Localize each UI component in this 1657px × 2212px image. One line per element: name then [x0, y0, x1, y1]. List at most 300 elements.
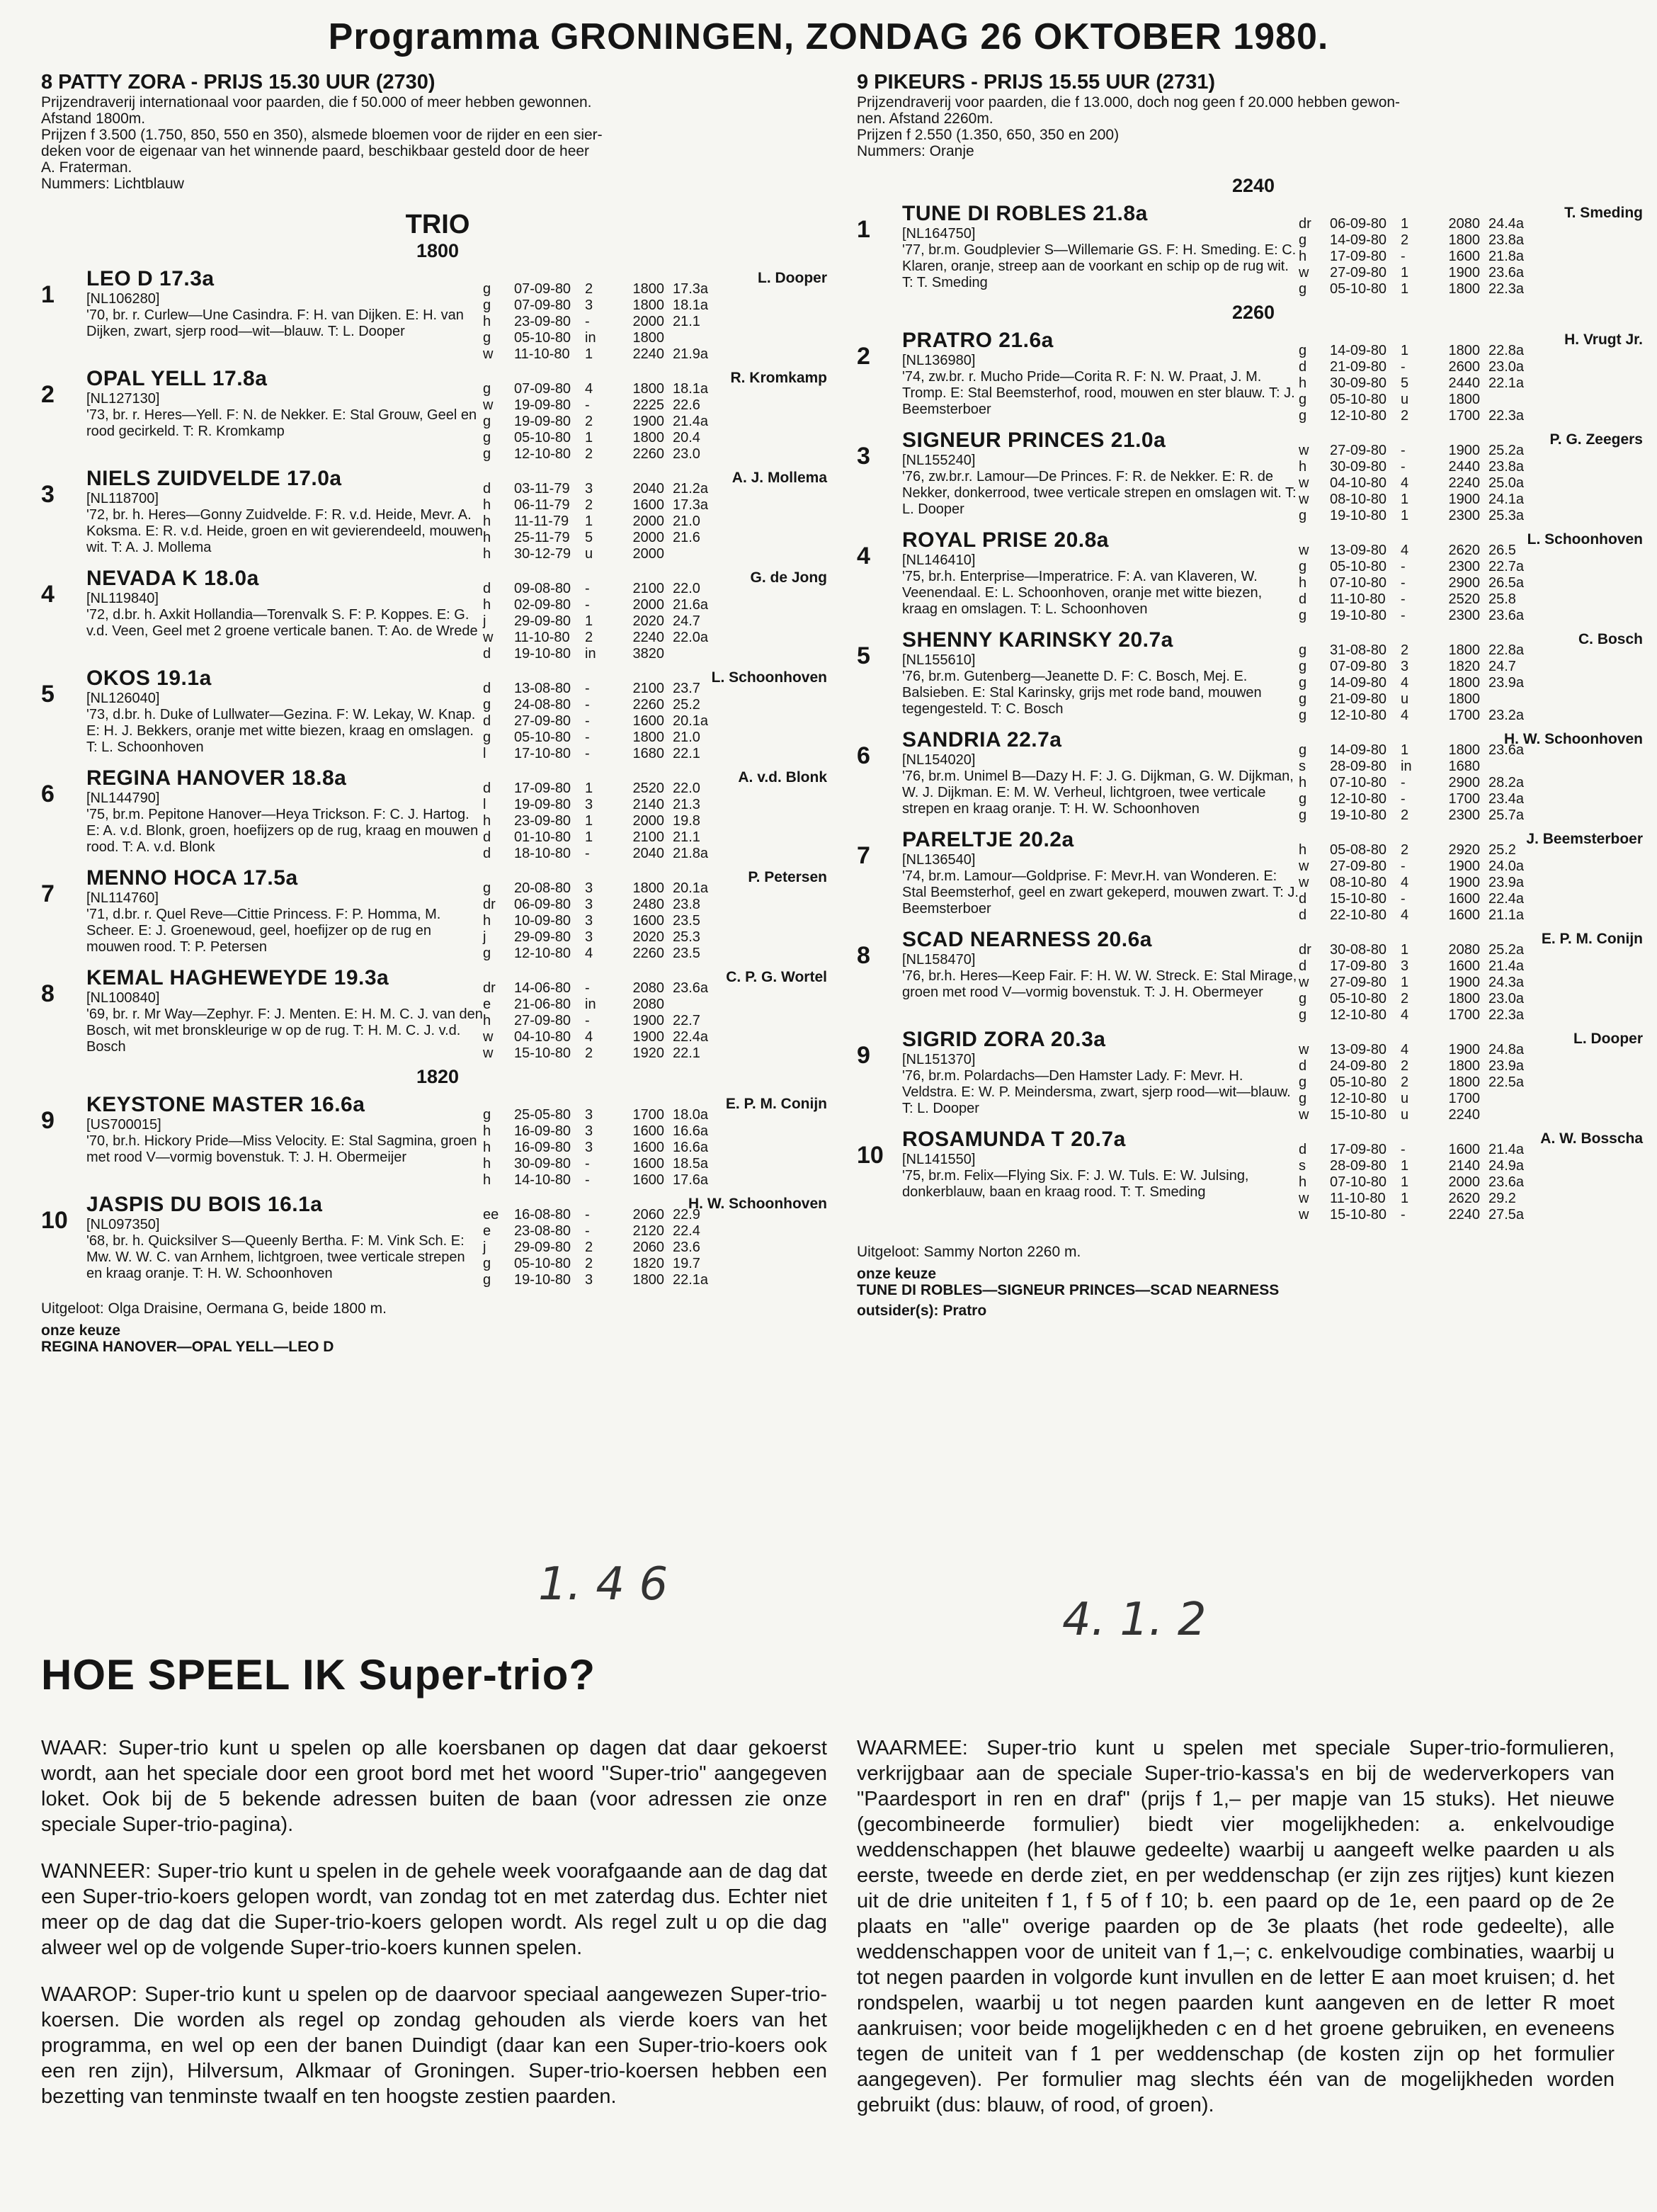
result-cell: 22.4a [673, 1029, 709, 1045]
result-cell: 14-10-80 [514, 1172, 571, 1188]
horse-details [902, 928, 1299, 1023]
result-cell: 1 [585, 813, 593, 829]
result-row [1299, 1191, 1650, 1207]
horse-results [483, 367, 834, 463]
result-cell: 06-11-79 [514, 497, 570, 513]
horse-entry [857, 329, 1650, 424]
result-cell: 1600 [1448, 249, 1480, 264]
horse-number: 9 [857, 1042, 870, 1069]
horse-name: SANDRIA 22.7a [902, 728, 1062, 751]
result-cell: d [1299, 891, 1307, 907]
result-cell: 15-10-80 [1330, 1207, 1387, 1223]
horse-number: 1 [857, 216, 870, 243]
result-cell: 24-09-80 [1330, 1058, 1387, 1074]
result-row [483, 829, 834, 846]
result-cell: - [1401, 559, 1406, 574]
horse-entry [41, 1193, 834, 1288]
result-cell: 27-09-80 [1330, 975, 1387, 990]
horse-details [902, 528, 1299, 624]
result-row [483, 1140, 834, 1156]
result-cell: g [483, 281, 491, 297]
result-cell: 1800 [1448, 742, 1480, 758]
horse-entry [41, 866, 834, 962]
trainer-name: L. Dooper [758, 270, 827, 286]
result-cell: 21.8a [673, 846, 709, 861]
horse-number: 8 [41, 980, 55, 1007]
result-cell: 1 [585, 829, 593, 845]
horse-registration: [NL136540] [902, 852, 976, 868]
horse-description: '75, br.m. Pepitone Hanover—Heya Trickson. F: C. J. Hartog. E: A. v.d. Blonk, groen, hoefijzers op de rug, kraag en mouwen rood. T: A. v.d. Blonk [86, 807, 479, 855]
result-cell: u [1401, 392, 1409, 407]
result-cell: g [483, 430, 491, 446]
horse-description: '70, br. r. Curlew—Une Casindra. F: H. van Dijken. E: H. van Dijken, zwart, sjerp rood—wit—blauw. T: L. Dooper [86, 307, 464, 339]
horse-details [86, 966, 483, 1062]
result-cell: 3 [585, 481, 593, 497]
horse-results [1299, 728, 1650, 824]
result-cell: - [585, 681, 590, 696]
result-cell: 22.0 [673, 581, 700, 596]
horse-number: 5 [857, 642, 870, 669]
result-cell: 25.8 [1488, 591, 1516, 607]
result-cell: h [483, 813, 491, 829]
result-row [483, 846, 834, 862]
result-cell: 2240 [1448, 475, 1480, 491]
result-cell: 21.4a [1488, 958, 1525, 974]
result-cell: 16.6a [673, 1140, 709, 1155]
horse-number: 10 [857, 1142, 884, 1169]
result-cell: - [585, 597, 590, 613]
result-cell: 20-08-80 [514, 880, 571, 896]
result-cell: d [1299, 907, 1307, 923]
result-cell: 1800 [1448, 392, 1480, 407]
trainer-name: H. W. Schoonhoven [1503, 731, 1643, 747]
race-info-line: Prijzen f 3.500 (1.750, 850, 550 en 350), alsmede bloemen voor de rijder en een sier- [41, 127, 603, 143]
result-row [1299, 775, 1650, 791]
result-cell: 2140 [632, 797, 664, 812]
result-row [1299, 991, 1650, 1007]
result-cell: 21-09-80 [1330, 691, 1387, 707]
trainer-name: L. Schoonhoven [1527, 531, 1643, 548]
result-cell: 2300 [1448, 608, 1480, 623]
keuze-selection: TUNE DI ROBLES—SIGNEUR PRINCES—SCAD NEARNESS [857, 1282, 1280, 1298]
result-cell: 28-09-80 [1330, 1158, 1387, 1174]
horse-description: '72, d.br. h. Axkit Hollandia—Torenvalk S. F: P. Koppes. E: G. v.d. Veen, Geel met 2 groene verticale banen. T: Ao. de Wrede [86, 607, 478, 639]
result-cell: w [1299, 265, 1309, 280]
horse-description: '75, br.h. Enterprise—Imperatrice. F: A. van Klaveren, W. Veenendaal. E: L. Schoonhoven, oranje met witte biezen, kraag en omslagen. T: L. Schoonhoven [902, 569, 1263, 617]
result-cell: d [1299, 359, 1307, 375]
result-cell: 22.9 [673, 1207, 700, 1223]
horse-entry [857, 828, 1650, 924]
trainer-name: L. Dooper [1573, 1031, 1643, 1047]
result-cell: 1800 [632, 381, 664, 397]
result-cell: 05-10-80 [514, 330, 571, 346]
result-cell: 2060 [632, 1240, 664, 1255]
result-cell: h [483, 1172, 491, 1188]
result-cell [1480, 392, 1545, 408]
result-cell: 18.5a [673, 1156, 709, 1172]
result-cell: in [585, 646, 596, 662]
horse-results [1299, 528, 1650, 624]
race-info-line: deken voor de eigenaar van het winnende paard, beschikbaar gesteld door de heer [41, 143, 590, 159]
result-cell: 2000 [632, 546, 664, 562]
article-paragraph: WAARMEE: Super-trio kunt u spelen met speciale Super-trio-formulieren, verkrijgbaar aan de speciale Super-trio-kassa's en bij de wederverkopers van "Paardesport in ren en draf" (prijs f 1,– per mapje van 15 stuks). Het nieuwe (gecombineerde formulier) biedt vier mogelijkheden: a. enkelvoudige weddenschappen (het blauwe gedeelte) waarbij u aangeeft welke paarden u als eerste, tweede en derde ziet, en per weddenschap (er zijn zes rijtjes) kunt kiezen uit de drie uniteiten f 1, f 5 of f 10; b. een paard op de 1e, een paard op de 2e plaats en "alle" overige paarden op de 3e plaats (het rode gedeelte), alle weddenschappen voor de uniteit van f 1,–; c. enkelvoudige combinaties, waarbij u tot negen paarden in volgorde kunt invullen en de letter E aan moet kruisen; d. het rondspelen, waarbij u tot negen paarden kunt aangeven en de letter R moet aankruisen; voor beide mogelijkheden c en d het groene gebruiken, en eveneens tegen de uniteit van f 1 per weddenschap (de kosten zijn op het formulier aangegeven). Per formulier mag slechts één van de mogelijkheden worden gebruikt (dus: blauw, of rood, of groen). [857, 1737, 1615, 2116]
trainer-name: C. P. G. Wortel [726, 969, 827, 985]
result-cell: 2100 [632, 581, 664, 596]
horse-name: NIELS ZUIDVELDE 17.0a [86, 467, 342, 490]
result-cell: - [585, 397, 590, 413]
result-cell: 15-10-80 [514, 1045, 571, 1061]
result-row [483, 1029, 834, 1045]
trainer-name: G. de Jong [750, 569, 827, 586]
result-cell: - [1401, 775, 1406, 790]
result-cell: - [585, 314, 590, 329]
result-cell: 2100 [632, 681, 664, 696]
horse-name: PARELTJE 20.2a [902, 828, 1074, 851]
result-cell: 2 [585, 446, 593, 462]
horse-description: '76, br.m. Gutenberg—Jeanette D. F: C. Bosch, Mej. E. Balsieben. E: Stal Karinsky, grijs met rode band, mouwen tegengesteld. T: C. Bosch [902, 669, 1262, 717]
race-info-line: Nummers: Lichtblauw [41, 176, 184, 192]
result-cell: 3 [585, 897, 593, 912]
horse-description: '73, br. r. Heres—Yell. F: N. de Nekker. E: Stal Grouw, Geel en rood gecirkeld. T: R. Kromkamp [86, 407, 477, 439]
result-cell: 06-09-80 [514, 897, 571, 912]
result-cell: 14-09-80 [1330, 675, 1387, 691]
result-cell: h [1299, 1174, 1307, 1190]
result-cell: 1800 [1448, 343, 1480, 358]
result-cell: g [483, 880, 491, 896]
result-cell: 1900 [1448, 875, 1480, 890]
result-cell: 3 [585, 1107, 593, 1123]
result-row [1299, 459, 1650, 475]
result-cell: g [483, 414, 491, 429]
result-cell: 25-05-80 [514, 1107, 571, 1123]
horse-entry [41, 467, 834, 562]
result-cell: 20.1a [673, 713, 709, 729]
result-cell: 07-09-80 [514, 297, 571, 313]
horse-registration: [NL097350] [86, 1217, 160, 1232]
result-cell: g [1299, 659, 1307, 674]
result-cell: 1 [585, 514, 593, 529]
result-cell: 13-08-80 [514, 681, 571, 696]
result-cell: 23.4a [1488, 791, 1525, 807]
result-cell: 18-10-80 [514, 846, 571, 861]
horse-name: ROSAMUNDA T 20.7a [902, 1128, 1126, 1151]
race-info-line: Prijzen f 2.550 (1.350, 650, 350 en 200) [857, 127, 1120, 143]
horse-registration: [NL119840] [86, 591, 159, 606]
result-cell: 29.2 [1488, 1191, 1516, 1206]
result-cell: 3 [585, 1140, 593, 1155]
result-cell: 1900 [1448, 443, 1480, 458]
horse-registration: [NL100840] [86, 990, 160, 1006]
result-cell: in [585, 997, 596, 1012]
result-row [1299, 508, 1650, 524]
result-cell: 1 [1401, 1158, 1409, 1174]
result-cell: - [585, 980, 590, 996]
horse-list [41, 1093, 834, 1288]
result-cell: 3 [585, 913, 593, 929]
horse-details [86, 1193, 483, 1288]
result-cell: g [483, 1107, 491, 1123]
horse-name: JASPIS DU BOIS 16.1a [86, 1193, 323, 1216]
result-cell: 04-10-80 [1330, 475, 1387, 491]
horse-number: 8 [857, 942, 870, 969]
result-cell: g [1299, 232, 1307, 248]
result-cell: 1800 [1448, 675, 1480, 691]
result-cell: s [1299, 759, 1306, 774]
result-cell: 1600 [632, 1172, 664, 1188]
result-cell: 1800 [632, 330, 664, 346]
result-row [483, 446, 834, 463]
trainer-name: A. v.d. Blonk [738, 769, 827, 785]
result-row [1299, 408, 1650, 424]
result-cell: 1600 [632, 913, 664, 929]
trainer-name: J. Beemsterboer [1526, 831, 1643, 847]
result-cell: 2120 [632, 1223, 664, 1239]
result-cell: 2000 [632, 514, 664, 529]
horse-name: ROYAL PRISE 20.8a [902, 528, 1109, 552]
horse-number: 6 [857, 742, 870, 769]
horse-entry [857, 1028, 1650, 1123]
horse-details [86, 567, 483, 662]
result-cell: l [483, 797, 486, 812]
horse-number: 4 [857, 543, 870, 569]
race-info-line: Nummers: Oranje [857, 143, 974, 159]
result-cell: 2440 [1448, 375, 1480, 391]
result-cell: h [483, 1140, 491, 1155]
result-cell: w [483, 346, 494, 362]
horse-details [86, 367, 483, 463]
result-cell: 27-09-80 [514, 1013, 571, 1028]
horse-name: TUNE DI ROBLES 21.8a [902, 202, 1148, 225]
result-row [1299, 359, 1650, 375]
result-cell: 21.6a [673, 597, 709, 613]
result-cell: 3 [585, 1123, 593, 1139]
result-cell: 2480 [632, 897, 664, 912]
result-row [483, 730, 834, 746]
result-cell: g [483, 297, 491, 313]
trainer-name: A. W. Bosscha [1540, 1130, 1643, 1147]
result-cell: 25.0a [1488, 475, 1525, 491]
horse-description: '76, br.m. Polardachs—Den Hamster Lady. F: Mevr. H. Veldstra. E: W. P. Meindersma, zwart, sjerp rood—wit—blauw. T: L. Dooper [902, 1068, 1291, 1116]
result-cell: 25-11-79 [514, 530, 570, 545]
result-cell: 1600 [632, 713, 664, 729]
result-cell: 4 [1401, 475, 1409, 491]
result-cell: 11-11-79 [514, 514, 569, 529]
result-cell: 3 [585, 929, 593, 945]
result-cell: 05-10-80 [1330, 559, 1387, 574]
result-cell: - [585, 713, 590, 729]
result-cell: 16-08-80 [514, 1207, 571, 1223]
result-cell: 4 [1401, 675, 1409, 691]
result-cell: - [585, 1156, 590, 1172]
result-cell: 4 [1401, 1042, 1409, 1057]
result-cell: - [1401, 858, 1406, 874]
result-row [1299, 1091, 1650, 1107]
result-cell: w [483, 1045, 494, 1061]
result-cell: u [585, 546, 593, 562]
result-cell: 2600 [1448, 359, 1480, 375]
result-cell: 20.1a [673, 880, 709, 896]
result-row [483, 897, 834, 913]
result-cell: 2 [1401, 642, 1409, 658]
result-cell: 1900 [1448, 265, 1480, 280]
result-cell: 1800 [1448, 232, 1480, 248]
result-row [1299, 659, 1650, 675]
result-cell: 4 [585, 946, 593, 961]
horse-number: 3 [857, 443, 870, 470]
result-row [1299, 375, 1650, 392]
horse-results [483, 866, 834, 962]
result-cell: 11-10-80 [1330, 1191, 1386, 1206]
horse-number: 9 [41, 1107, 55, 1134]
trainer-name: P. G. Zeegers [1549, 431, 1643, 448]
horse-list [857, 329, 1650, 1223]
result-cell: 19.7 [673, 1256, 700, 1271]
result-cell: h [1299, 375, 1307, 391]
result-cell: - [1401, 459, 1406, 475]
result-cell: 17-10-80 [514, 746, 571, 761]
result-cell: 1600 [1448, 891, 1480, 907]
result-cell: 24.7 [673, 613, 700, 629]
result-cell: 1680 [1448, 759, 1480, 774]
horse-entry [857, 1128, 1650, 1223]
result-row [483, 1013, 834, 1029]
result-cell [1480, 1107, 1545, 1123]
result-cell: 1680 [632, 746, 664, 761]
horse-details [902, 828, 1299, 924]
result-cell: 23.9a [1488, 1058, 1525, 1074]
result-row [1299, 791, 1650, 807]
horse-details [902, 1128, 1299, 1223]
horse-details [86, 467, 483, 562]
horse-results [483, 966, 834, 1062]
trainer-name: E. P. M. Conijn [725, 1096, 827, 1112]
trainer-name: R. Kromkamp [730, 370, 827, 386]
result-cell: 1900 [1448, 975, 1480, 990]
result-cell: 21.1a [1488, 907, 1525, 923]
result-cell: 1 [1401, 265, 1409, 280]
result-cell: 2000 [632, 813, 664, 829]
result-cell: 2 [1401, 232, 1409, 248]
result-cell: u [1401, 691, 1409, 707]
result-cell: 07-09-80 [514, 381, 571, 397]
result-cell: 1 [1401, 742, 1409, 758]
result-cell: 23.7 [673, 681, 700, 696]
race-info [857, 94, 1650, 159]
result-cell: 16-09-80 [514, 1123, 571, 1139]
result-row [1299, 691, 1650, 708]
result-cell: g [1299, 1074, 1307, 1090]
result-cell: h [483, 597, 491, 613]
horse-registration: [NL114760] [86, 890, 159, 906]
result-cell: g [1299, 791, 1307, 807]
race-9-column [857, 71, 1650, 1319]
horse-registration: [NL151370] [902, 1052, 976, 1067]
race-info-line: Afstand 1800m. [41, 110, 146, 127]
trainer-name: H. Vrugt Jr. [1564, 331, 1643, 348]
result-cell: 21.4a [673, 414, 709, 429]
uitgeloot-note: Uitgeloot: Sammy Norton 2260 m. [857, 1244, 1081, 1260]
keuze-label: onze keuze [41, 1322, 121, 1339]
result-row [1299, 1007, 1650, 1023]
result-row [483, 530, 834, 546]
result-cell: ee [483, 1207, 499, 1223]
result-cell: 29-09-80 [514, 929, 571, 945]
result-row [1299, 1174, 1650, 1191]
result-cell: w [1299, 1191, 1309, 1206]
result-cell: - [1401, 891, 1406, 907]
horse-name: OKOS 19.1a [86, 667, 212, 690]
result-cell: 2080 [1448, 216, 1480, 232]
result-cell: 05-10-80 [1330, 991, 1387, 1006]
result-cell: h [483, 530, 491, 545]
result-cell: 07-10-80 [1330, 575, 1387, 591]
horse-number: 7 [857, 842, 870, 869]
result-cell: 11-10-80 [1330, 591, 1386, 607]
result-cell: - [1401, 608, 1406, 623]
distance-heading: 1820 [416, 1066, 460, 1087]
result-row [483, 314, 834, 330]
result-cell: 1900 [632, 1029, 664, 1045]
result-row [1299, 1107, 1650, 1123]
result-row [1299, 232, 1650, 249]
result-cell: 1 [1401, 942, 1409, 958]
result-cell: 1900 [1448, 492, 1480, 507]
result-cell: g [1299, 559, 1307, 574]
result-cell: 25.3a [1488, 508, 1525, 523]
result-cell: h [1299, 775, 1307, 790]
result-cell: 2020 [632, 929, 664, 945]
race-8-column [41, 71, 834, 1355]
result-cell: - [585, 730, 590, 745]
result-cell: 3 [585, 297, 593, 313]
result-cell: 23.6a [1488, 608, 1525, 623]
horse-description: '68, br. h. Quicksilver S—Queenly Bertha. F: M. Vink Sch. E: Mw. W. W. C. van Arnhem, lichtgroen, twee verticale strepen en kraag oranje. T: H. W. Schoonhoven [86, 1233, 465, 1281]
result-cell: 11-10-80 [514, 346, 570, 362]
result-cell: w [483, 1029, 494, 1045]
result-cell: 13-09-80 [1330, 1042, 1387, 1057]
result-cell: 18.1a [673, 297, 709, 313]
result-cell: 21.9a [673, 346, 709, 362]
result-cell: dr [1299, 942, 1311, 958]
horse-name: NEVADA K 18.0a [86, 567, 259, 590]
result-cell: 23.8a [1488, 459, 1525, 475]
result-cell: 05-10-80 [1330, 392, 1387, 407]
result-cell: g [1299, 508, 1307, 523]
result-cell: g [1299, 807, 1307, 823]
result-cell: u [1401, 1107, 1409, 1123]
result-cell: - [585, 581, 590, 596]
uitgeloot-note: Uitgeloot: Olga Draisine, Oermana G, beide 1800 m. [41, 1300, 387, 1317]
result-cell: 2100 [632, 829, 664, 845]
result-cell: g [483, 730, 491, 745]
result-cell: - [585, 697, 590, 713]
result-cell: d [483, 713, 491, 729]
result-cell: 2 [585, 630, 593, 645]
distance-heading: 2240 [1231, 175, 1275, 196]
horse-number: 5 [41, 681, 55, 708]
result-cell: e [483, 997, 491, 1012]
result-row [483, 514, 834, 530]
result-cell: 19.8 [673, 813, 700, 829]
result-cell: - [585, 1172, 590, 1188]
result-cell: 30-08-80 [1330, 942, 1387, 958]
result-cell: 17.6a [673, 1172, 709, 1188]
distance-heading: 1800 [416, 240, 460, 261]
result-row [483, 1172, 834, 1189]
result-cell: 4 [1401, 543, 1409, 558]
result-cell: 22.1 [673, 1045, 700, 1061]
result-cell: 2 [1401, 408, 1409, 424]
